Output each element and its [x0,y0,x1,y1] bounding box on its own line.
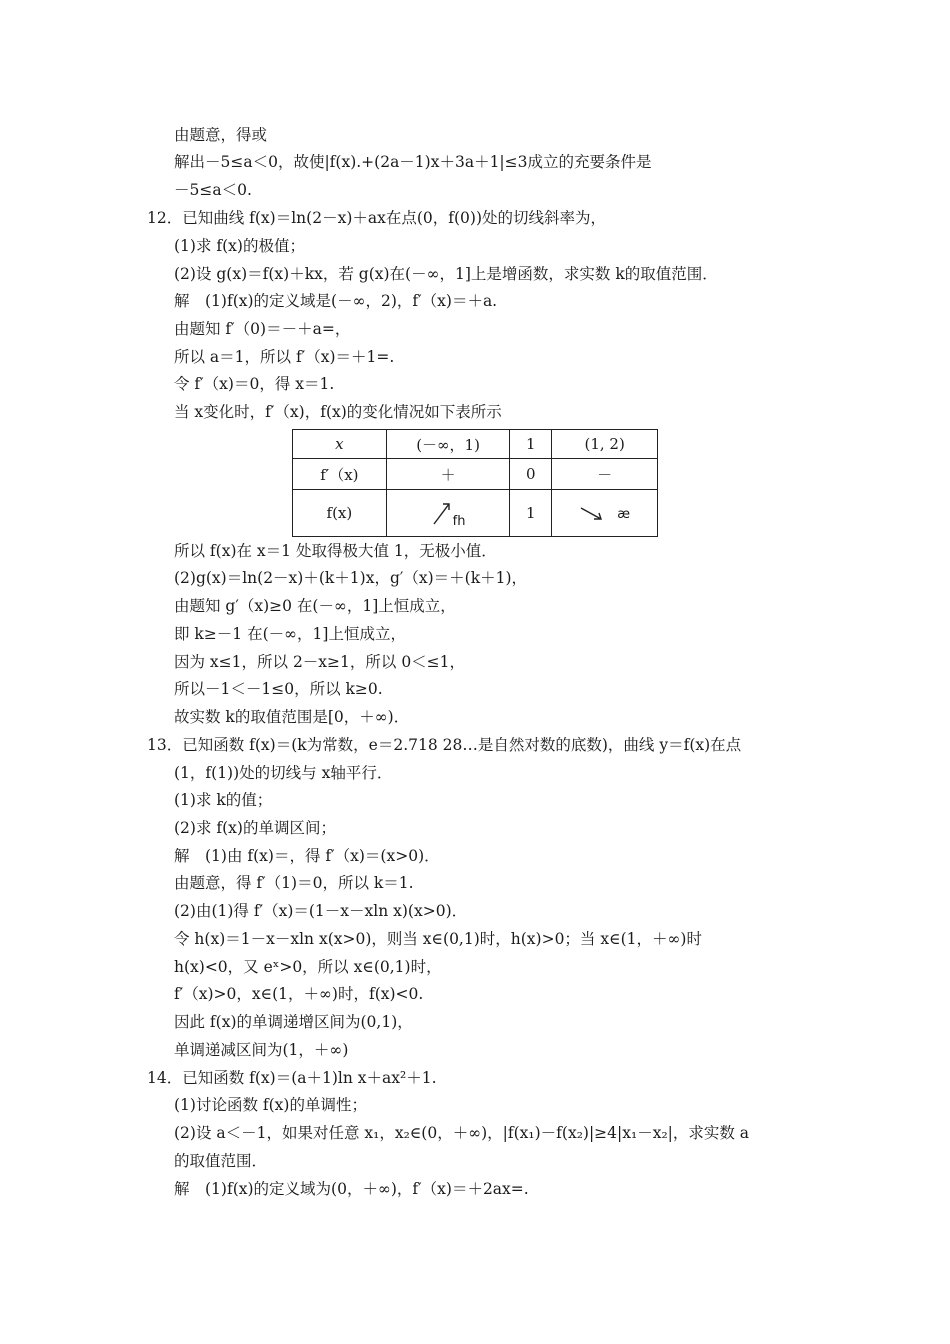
text-line: 所以 a＝1，所以 f′（x)＝＋1=. [174,348,395,366]
table-cell: 1 [510,430,552,459]
text-line: 14．已知函数 f(x)＝(a＋1)ln x＋ax²＋1. [147,1069,437,1087]
text-line: (1)讨论函数 f(x)的单调性； [174,1096,367,1114]
arrow-up-right-icon [431,500,453,526]
arrow-down-right-icon [579,506,605,522]
symbol-text: æ [617,507,631,522]
text-line: (1)求 k的值； [174,791,273,809]
table-cell: 1 [510,490,552,537]
text-line: (2)设 a＜－1，如果对任意 x₁，x₂∈(0，＋∞)，|f(x₁)－f(x₂)|≥4|x₁－x₂|，求实数 a [174,1124,750,1142]
text-line: 解 (1)f(x)的定义域是(－∞，2)，f′（x)＝＋a. [174,292,498,310]
text-line: 由题意，得 f′（1)＝0，所以 k＝1. [174,874,414,892]
text-line: 解 (1)f(x)的定义域为(0，＋∞)，f′（x)＝＋2ax=. [174,1180,529,1198]
text-line: h(x)<0，又 eˣ>0，所以 x∈(0,1)时， [174,958,442,976]
text-line: 由题知 g′（x)≥0 在(－∞，1]上恒成立， [174,597,456,615]
table-cell [386,490,510,537]
symbol-text: fh [452,514,466,529]
text-line: (1，f(1))处的切线与 x轴平行． [174,764,393,782]
text-line: (2)设 g(x)＝f(x)＋kx，若 g(x)在(－∞，1]上是增函数，求实数 k的取值范围． [174,265,718,283]
text-line: 13．已知函数 f(x)＝(k为常数，e＝2.718 28…是自然对数的底数)，曲线 y＝f(x)在点 [147,736,742,754]
text-line: 令 h(x)＝1－x－xln x(x>0)，则当 x∈(0,1)时，h(x)>0；当 x∈(1，＋∞)时 [174,930,702,948]
text-line: 故实数 k的取值范围是[0，＋∞)． [174,708,410,726]
table-row-fprime [293,459,658,490]
text-line: 解 (1)由 f(x)＝，得 f′（x)＝(x>0)． [174,847,440,865]
text-line: 单调递减区间为(1，＋∞) [174,1041,349,1059]
text-line: 的取值范围． [174,1152,268,1170]
table-cell: (－∞，1) [386,430,510,459]
text-line: 所以 f(x)在 x＝1 处取得极大值 1，无极小值． [174,542,497,560]
text-line: 因此 f(x)的单调递增区间为(0,1)， [174,1013,413,1031]
table-cell: x [293,430,387,459]
text-line: －5≤a＜0. [174,181,252,199]
text-line: (2)由(1)得 f′（x)＝(1－x－xln x)(x>0)． [174,902,468,920]
table-cell [552,490,658,537]
text-line: 因为 x≤1，所以 2－x≥1，所以 0＜≤1， [174,653,466,671]
text-line: 12．已知曲线 f(x)＝ln(2－x)＋ax在点(0，f(0))处的切线斜率为， [147,209,606,227]
text-line: (2)求 f(x)的单调区间； [174,819,336,837]
table-cell: ＋ [386,459,510,490]
table-cell: (1, 2) [552,430,658,459]
table-cell: f(x) [293,490,387,537]
text-line: 所以－1＜－1≤0，所以 k≥0. [174,680,383,698]
variation-table [292,429,658,537]
table-cell: f′（x) [293,459,387,490]
table-cell: 0 [510,459,552,490]
text-line: 即 k≥－1 在(－∞，1]上恒成立， [174,625,406,643]
text-line: 令 f′（x)＝0，得 x＝1. [174,375,335,393]
table-row-f [293,490,658,537]
text-line: 当 x变化时，f′（x)，f(x)的变化情况如下表所示 [174,403,502,421]
text-line: (1)求 f(x)的极值； [174,237,305,255]
text-line: (2)g(x)＝ln(2－x)＋(k＋1)x，g′（x)＝＋(k＋1)， [174,569,528,587]
table-row-header [293,430,658,459]
text-line: 解出－5≤a＜0，故使|f(x).+(2a－1)x＋3a＋1|≤3成立的充要条件是 [174,153,652,171]
text-line: f′（x)>0，x∈(1，＋∞)时，f(x)<0. [174,985,424,1003]
text-line: 由题意，得或 [174,126,268,144]
table-cell: － [552,459,658,490]
text-line: 由题知 f′（0)＝－＋a=， [174,320,351,338]
